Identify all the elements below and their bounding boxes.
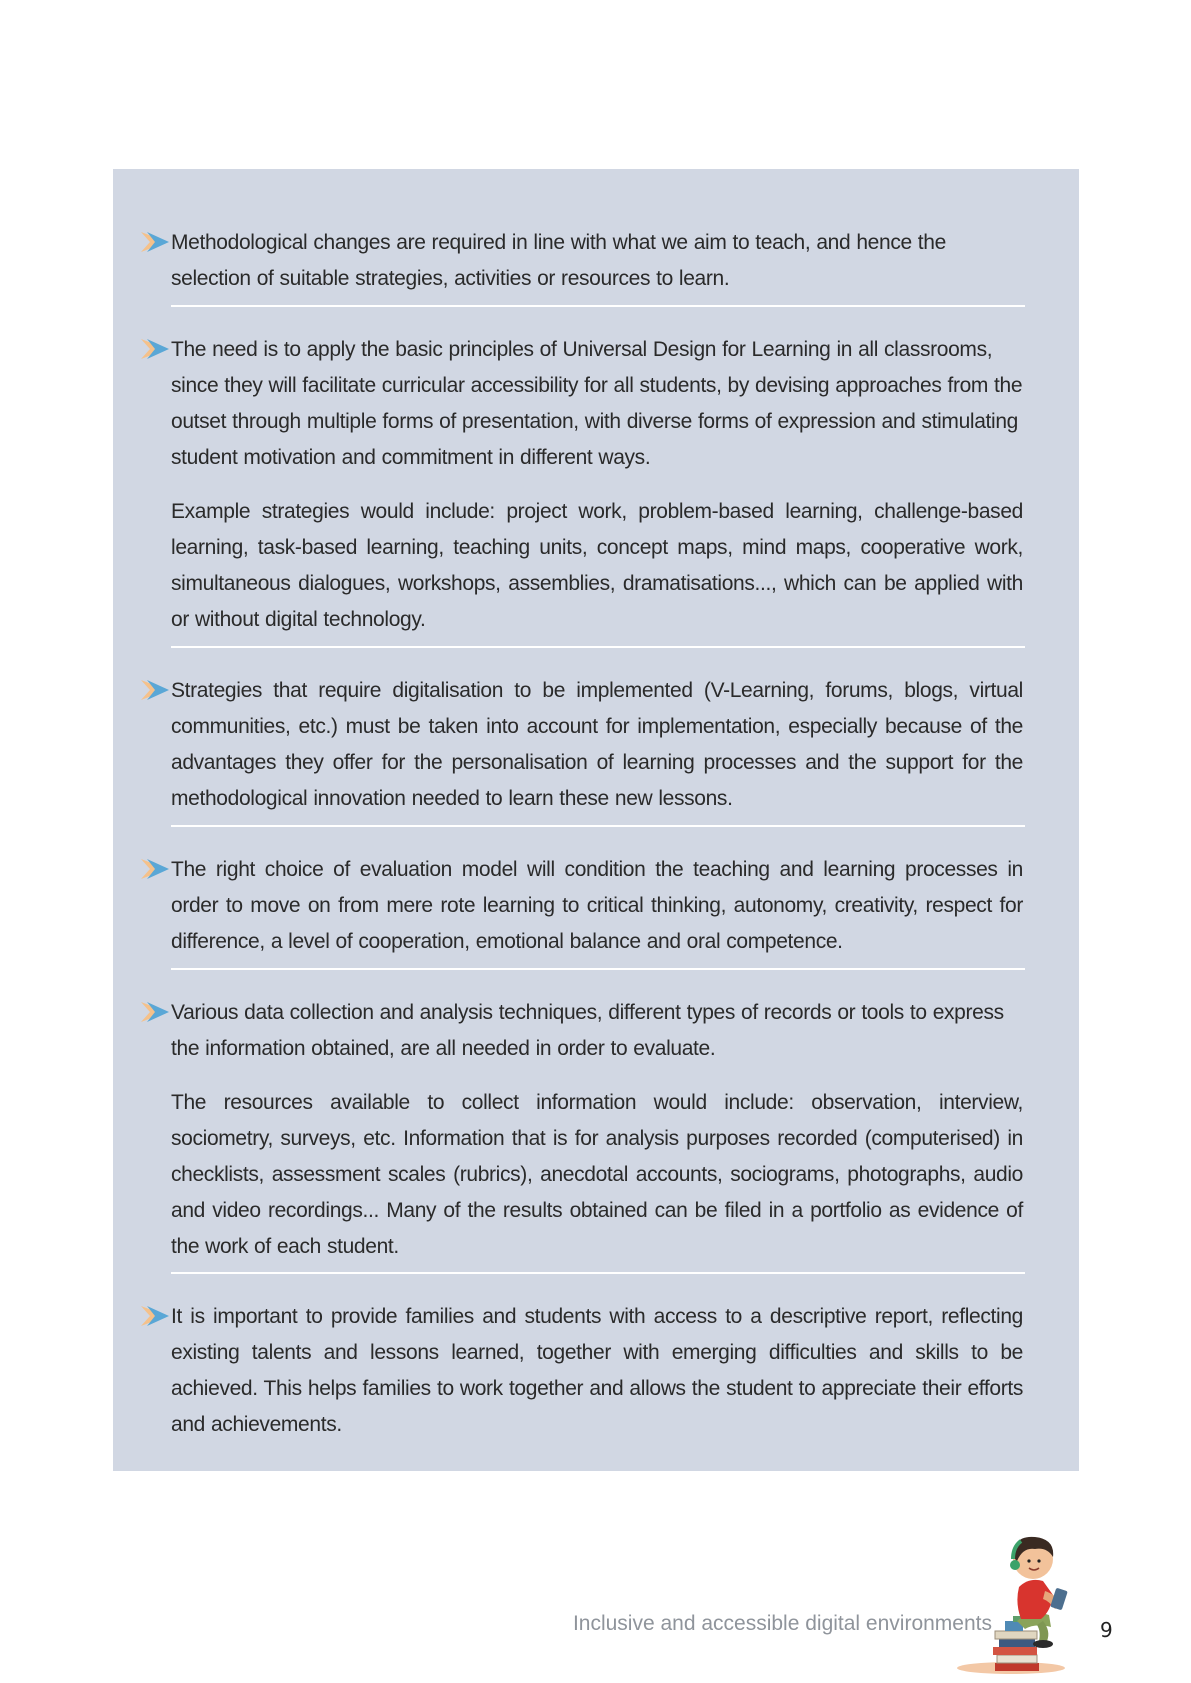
divider (171, 825, 1025, 827)
arrow-chevron-icon (141, 337, 169, 361)
arrow-chevron-icon (141, 230, 169, 254)
footer-title: Inclusive and accessible digital environments (572, 1612, 992, 1635)
child-on-books-illustration (955, 1525, 1095, 1675)
item-paragraph: The need is to apply the basic principles of Universal Design for Learning in all classrooms, since they will facilitate curricular accessibility for all students, by devising approaches from the outset through multiple forms of presentation, with diverse forms of expression and stimulating student motivation and commitment in different ways. (171, 338, 1023, 469)
list-item (171, 332, 1023, 638)
arrow-chevron-icon (141, 1000, 169, 1024)
page-number: 9 (1100, 1618, 1113, 1642)
arrow-chevron-icon (141, 1304, 169, 1328)
item-paragraph: The resources available to collect information would include: observation, interview, sociometry, surveys, etc. Information that is for analysis purposes recorded (computerised) in checklists, assessment scales (rubrics), anecdotal accounts, sociograms, photographs, audio and video recordings... Many of the results obtained can be filed in a portfolio as evidence of the work of each student. (171, 1091, 1023, 1258)
item-paragraph: Example strategies would include: project work, problem-based learning, challenge-based learning, task-based learning, teaching units, concept maps, mind maps, cooperative work, simultaneous dialogues, workshops, assemblies, dramatisations..., which can be applied with or without digital technology. (171, 500, 1023, 631)
item-paragraph: Various data collection and analysis techniques, different types of records or tools to express the information obtained, are all needed in order to evaluate. (171, 1001, 1004, 1060)
item-paragraph: Methodological changes are required in line with what we aim to teach, and hence the selection of suitable strategies, activities or resources to learn. (171, 231, 946, 290)
divider (171, 646, 1025, 648)
item-paragraph: The right choice of evaluation model will condition the teaching and learning processes in order to move on from mere rote learning to critical thinking, autonomy, creativity, respect for difference, a level of cooperation, emotional balance and oral competence. (171, 858, 1023, 953)
divider (171, 1272, 1025, 1274)
item-paragraph: It is important to provide families and students with access to a descriptive report, reflecting existing talents and lessons learned, together with emerging difficulties and skills to be achieved. This helps families to work together and allows the student to appreciate their efforts and achievements. (171, 1305, 1023, 1436)
item-paragraph: Strategies that require digitalisation to be implemented (V-Learning, forums, blogs, virtual communities, etc.) must be taken into account for implementation, especially because of the advantages they offer for the personalisation of learning processes and the support for the methodological innovation needed to learn these new lessons. (171, 679, 1023, 810)
arrow-chevron-icon (141, 857, 169, 881)
divider (171, 968, 1025, 970)
list-item (171, 1299, 1023, 1443)
list-item (171, 852, 1023, 960)
list-item (171, 995, 1023, 1265)
content-panel (113, 169, 1079, 1471)
list-item (171, 673, 1023, 817)
arrow-chevron-icon (141, 678, 169, 702)
divider (171, 305, 1025, 307)
list-item (171, 225, 1023, 297)
